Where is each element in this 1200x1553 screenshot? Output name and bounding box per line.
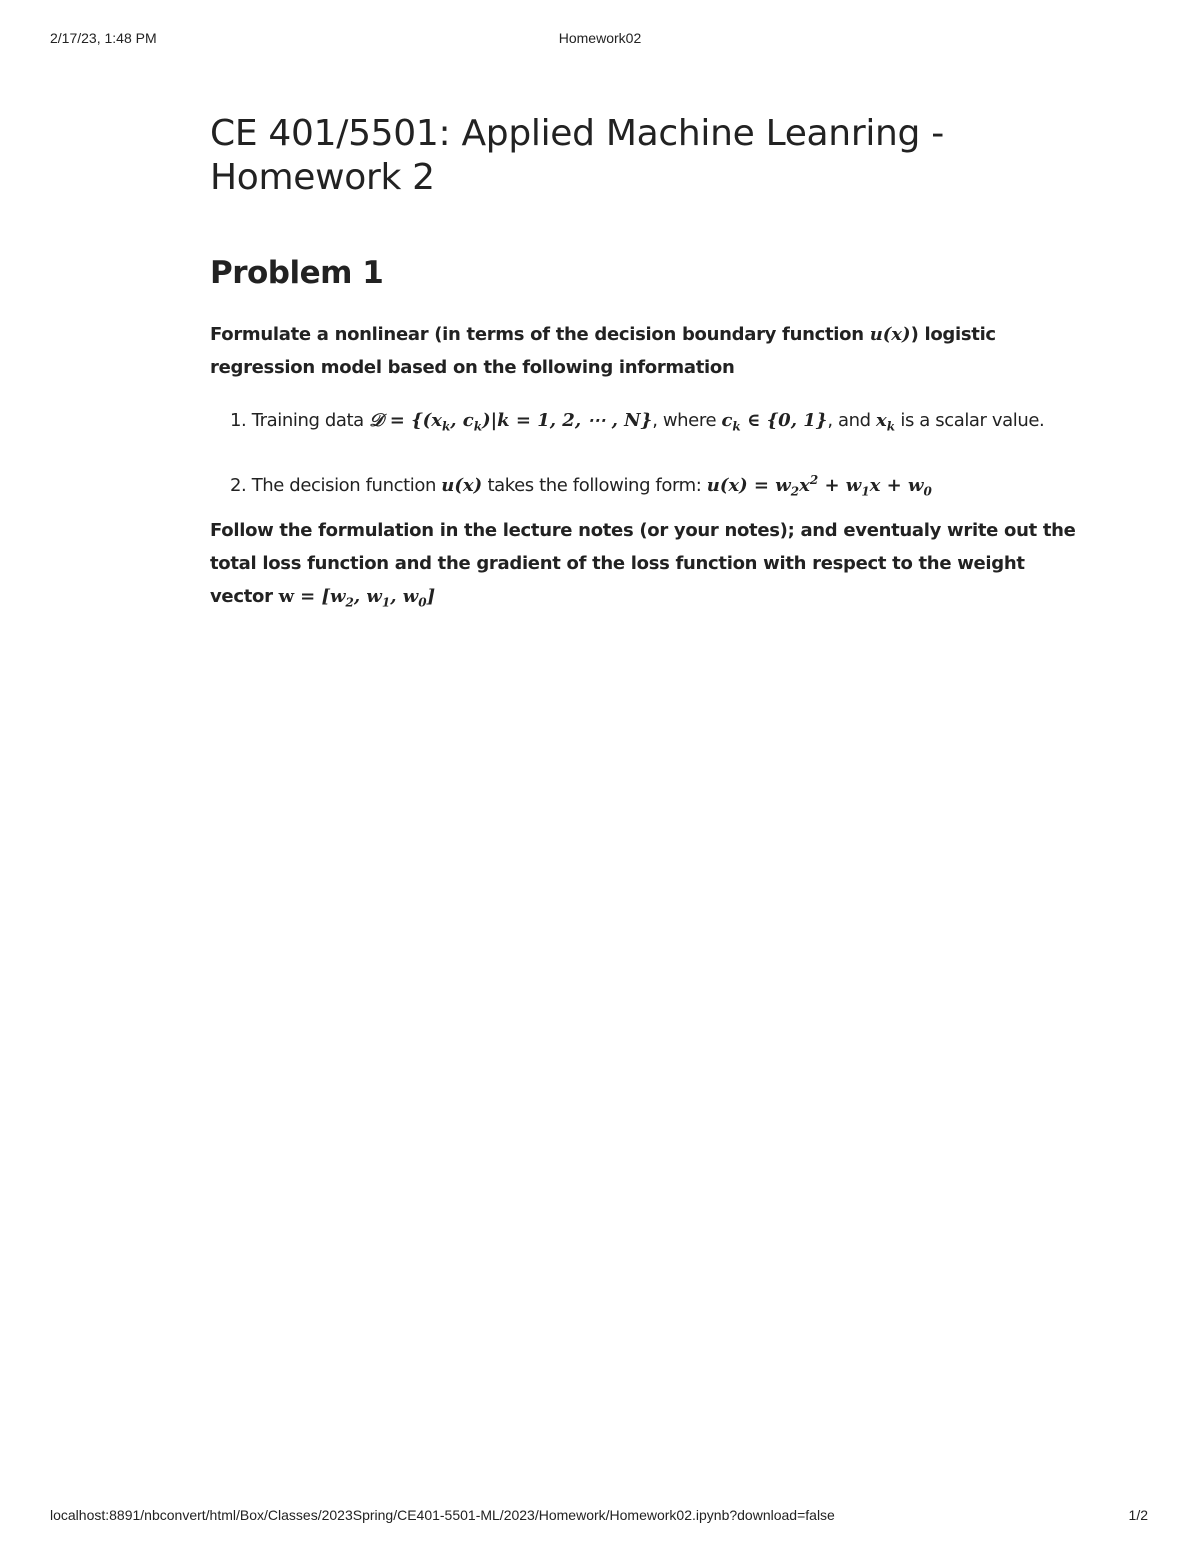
requirements-list — [230, 407, 1110, 530]
page-number: 1/2 — [1128, 1507, 1148, 1523]
title-line-1: CE 401/5501: Applied Machine Leanring - — [210, 113, 944, 154]
list-item-2 — [230, 466, 1110, 506]
weight-vector-math: = [$w_2$, $w_1$, $w_0$] — [293, 586, 436, 610]
item2-math-b: $u(x) = w_2x^2 + w_1x + w_0$ — [706, 472, 932, 499]
item1-math-c: $x_k$ — [875, 410, 896, 434]
list-item-1-number: 1. — [230, 410, 247, 431]
intro-text-a: Formulate a nonlinear (in terms of the decision boundary function — [210, 324, 870, 345]
item2-text-b: takes the following form: — [482, 474, 707, 496]
print-header — [0, 30, 1200, 50]
page-title — [210, 112, 1090, 200]
list-item-2-number: 2. — [230, 474, 247, 496]
print-datetime: 2/17/23, 1:48 PM — [50, 30, 157, 46]
item2-text-a: The decision function — [251, 474, 442, 496]
item1-math-b: $c_k$ ∈ {0, 1} — [721, 410, 828, 434]
print-url: localhost:8891/nbconvert/html/Box/Classes/2023Spring/CE401-5501-ML/2023/Homework/Homework02.ipynb?download=false — [50, 1507, 835, 1523]
intro-paragraph — [210, 318, 1090, 384]
item1-text-d: is a scalar value. — [895, 410, 1045, 431]
intro-math: u(x) — [869, 324, 911, 345]
title-line-2: Homework 2 — [210, 157, 435, 198]
weight-vector-symbol: w — [278, 586, 294, 607]
problem-heading: Problem 1 — [210, 255, 384, 291]
notebook-content — [210, 112, 1090, 610]
follow-text: Follow the formulation in the lecture notes (or your notes); and eventualy write out the total loss function and the gradient of the loss function with respect to the weight vector — [210, 520, 1076, 607]
item1-text-a: Training data — [251, 410, 370, 431]
item1-math-a: 𝒟 = {($x_k$, $c_k)|k = 1$, 2, ⋯ , N} — [369, 410, 653, 434]
intro-text-b: ) logistic regression model based on the following information — [210, 324, 996, 378]
follow-paragraph — [210, 514, 1090, 620]
list-item-1 — [230, 407, 1110, 441]
print-doc-title: Homework02 — [558, 30, 642, 46]
item2-math-a: u(x) — [441, 474, 483, 496]
item1-text-c: , and — [827, 410, 876, 431]
print-footer — [0, 1507, 1200, 1527]
item1-text-b: , where — [652, 410, 722, 431]
